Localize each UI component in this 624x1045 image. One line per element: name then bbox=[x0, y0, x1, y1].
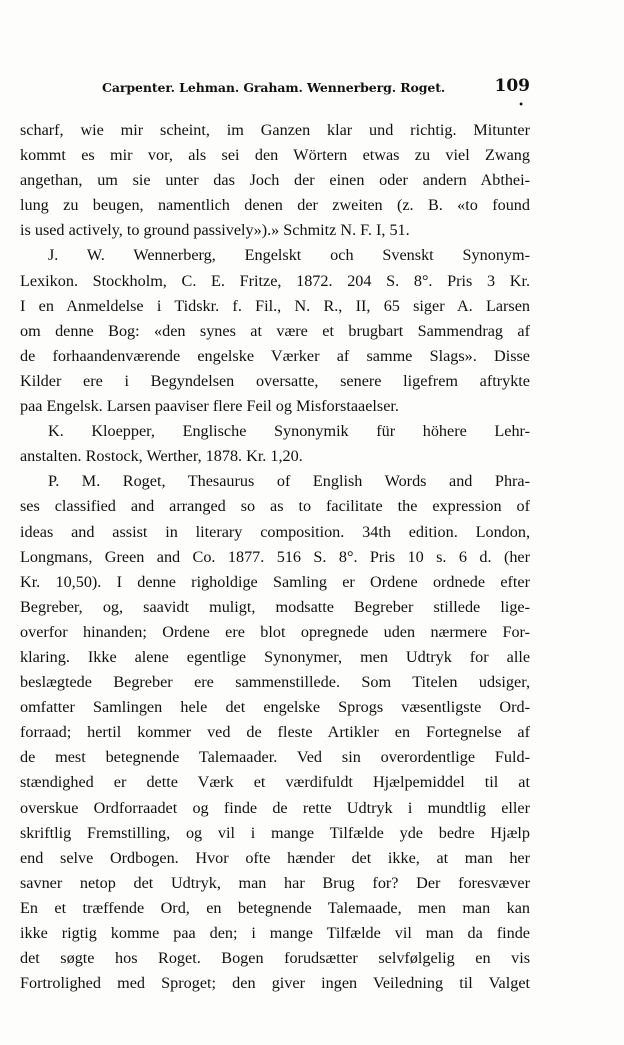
text-line: Longmans, Green and Co. 1877. 516 S. 8°. Pris 10 s. 6 d. (her bbox=[20, 547, 530, 566]
text-line: angethan, um sie unter das Joch der einen oder andern Abthei- bbox=[20, 171, 530, 190]
text-line: I en Anmeldelse i Tidskr. f. Fil., N. R., II, 65 siger A. Larsen bbox=[20, 296, 530, 315]
text-line: paa Engelsk. Larsen paaviser flere Feil og Misforstaaelser. bbox=[20, 397, 399, 416]
text-line: det søgte hos Roget. Bogen forudsætter selvfølgelig en vis bbox=[20, 949, 530, 968]
page-header bbox=[20, 76, 530, 111]
text-line: J. W. Wennerberg, Engelskt och Svenskt Synonym- bbox=[48, 246, 530, 265]
text-line: anstalten. Rostock, Werther, 1878. Kr. 1,20. bbox=[20, 447, 303, 466]
text-line: overfor hinanden; Ordene ere blot opregnede uden nærmere For- bbox=[20, 622, 530, 641]
text-line: scharf, wie mir scheint, im Ganzen klar und richtig. Mitunter bbox=[20, 121, 530, 139]
text-line: Fortrolighed med Sproget; den giver ingen Veiledning til Valget bbox=[20, 974, 530, 993]
text-line: forraad; hertil kommer ved de fleste Artikler en Fortegnelse af bbox=[20, 723, 530, 742]
text-line: K. Kloepper, Englische Synonymik für höhere Lehr- bbox=[48, 422, 530, 441]
text-line: ses classified and arranged so as to facilitate the expression of bbox=[20, 497, 530, 516]
text-line: En et træffende Ord, en betegnende Talemaade, men man kan bbox=[20, 898, 530, 917]
text-line: Begreber, og, saavidt muligt, modsatte Begreber stillede lige- bbox=[20, 597, 530, 616]
text-line: is used actively, to ground passively»).» Schmitz N. F. I, 51. bbox=[20, 221, 410, 240]
header-mark: • bbox=[518, 100, 524, 111]
text-line: de mest betegnende Talemaader. Ved sin overordentlige Fuld- bbox=[20, 748, 530, 767]
text-line: Lexikon. Stockholm, C. E. Fritze, 1872. 204 S. 8°. Pris 3 Kr. bbox=[20, 271, 530, 290]
text-line: kommt es mir vor, als sei den Wörtern etwas zu viel Zwang bbox=[20, 146, 530, 165]
text-line: end selve Ordbogen. Hvor ofte hænder det ikke, at man her bbox=[20, 848, 530, 867]
text-line: ikke rigtig komme paa den; i mange Tilfælde vil man da finde bbox=[20, 924, 530, 942]
text-line: stændighed er dette Værk et værdifuldt Hjælpemiddel til at bbox=[20, 773, 530, 792]
text-line: skriftlig Fremstilling, og vil i mange Tilfælde yde bedre Hjælp bbox=[20, 823, 530, 842]
text-line: Kilder ere i Begyndelsen oversatte, senere ligefrem aftrykte bbox=[20, 371, 530, 390]
text-line: klaring. Ikke alene egentlige Synonymer, men Udtryk for alle bbox=[20, 647, 530, 666]
text-line: omfatter Samlingen hele det engelske Sprogs væsentligste Ord- bbox=[20, 698, 530, 717]
text-line: ideas and assist in literary composition. 34th edition. London, bbox=[20, 522, 530, 541]
running-title: Carpenter. Lehman. Graham. Wennerberg. Roget. bbox=[102, 80, 446, 95]
page-number: 109 bbox=[494, 76, 530, 96]
text-line: om denne Bog: «den synes at være et brugbart Sammendrag af bbox=[20, 321, 530, 340]
text-line: overskue Ordforraadet og finde de rette Udtryk i mundtlig eller bbox=[20, 798, 530, 817]
body-text bbox=[20, 118, 530, 996]
text-line: savner netop det Udtryk, man har Brug for? Der foresvæver bbox=[20, 873, 530, 892]
text-line: Kr. 10,50). I denne righoldige Samling er Ordene ordnede efter bbox=[20, 572, 530, 591]
text-line: beslægtede Begreber ere sammenstillede. Som Titelen udsiger, bbox=[20, 673, 530, 692]
text-line: de forhaandenværende engelske Værker af samme Slags». Disse bbox=[20, 346, 530, 365]
text-line: lung zu beugen, namentlich denen der zweiten (z. B. «to found bbox=[20, 196, 530, 215]
text-line: P. M. Roget, Thesaurus of English Words and Phra- bbox=[48, 472, 530, 491]
